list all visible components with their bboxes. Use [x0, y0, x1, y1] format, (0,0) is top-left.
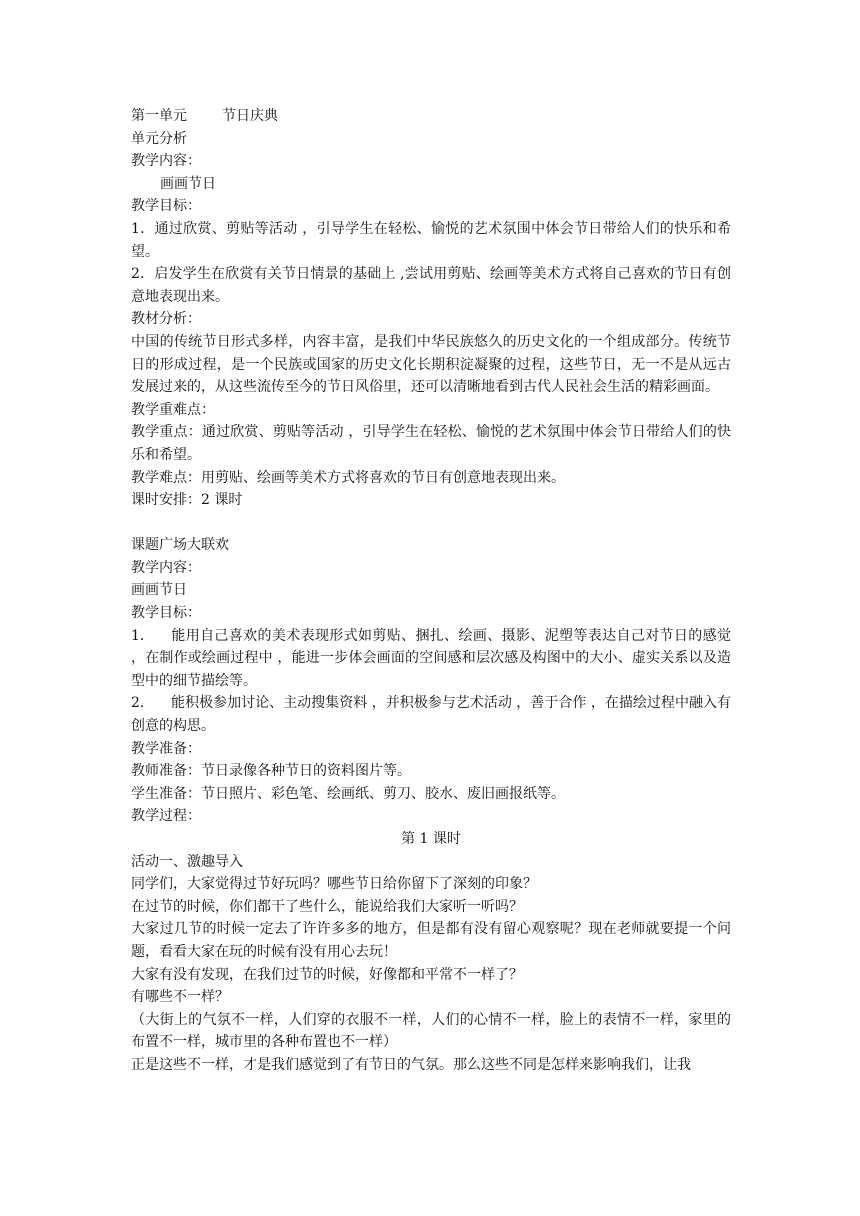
unit-goal-1: 1．通过欣赏、剪贴等活动 ，引导学生在轻松、愉悦的艺术氛围中体会节日带给人们的快乐和希望。	[131, 220, 731, 260]
lesson-content: 画画节日	[131, 582, 187, 599]
keypoints-label: 教学重难点：	[131, 401, 215, 418]
unit-goal-2: 2．启发学生在欣赏有关节日情景的基础上 ,尝试用剪贴、绘画等美术方式将自己喜欢的节日有创意地表现出来。	[131, 266, 731, 305]
process-paragraph: 大家过几节的时候一定去了许许多多的地方，但是都有没有留心观察呢？现在老师就要提一个问题，看看大家在玩的时候有没有用心去玩！	[131, 921, 731, 960]
goal-text: 能用自己喜欢的美术表现形式如剪贴、捆扎、绘画、摄影、泥塑等表达自己对节日的感觉 ，在制作或绘画过程中 ，能进一步体会画面的空间感和层次感及构图中的大小、虚实关系以及造型中的细节描绘等。	[131, 627, 731, 689]
unit-title: 节日庆典	[222, 108, 278, 124]
process-paragraph: 正是这些不一样，才是我们感觉到了有节日的气氛。那么这些不同是怎样来影响我们，让我	[131, 1056, 691, 1073]
student-prep: 学生准备：节日照片、彩色笔、绘画纸、剪刀、胶水、废旧画报纸等。	[131, 785, 565, 802]
process-paragraph: （大街上的气氛不一样，人们穿的衣服不一样，人们的心情不一样，脸上的表情不一样，家里的布置不一样，城市里的各种布置也不一样）	[131, 1011, 731, 1051]
blank-line	[131, 512, 731, 535]
lesson-topic: 课题广场大联欢	[131, 537, 229, 554]
unit-analysis-label: 单元分析	[131, 130, 187, 147]
unit-content: 画画节日	[160, 175, 216, 192]
document-page	[131, 105, 731, 1077]
unit-content-label: 教学内容：	[131, 153, 201, 170]
session-heading: 第 1 课时	[401, 831, 461, 847]
difficulty-text: 教学难点：用剪贴、绘画等美术方式将喜欢的节日有创意地表现出来。	[131, 469, 565, 486]
goal-text: 能积极参加讨论、主动搜集资料 ，并积极参与艺术活动 ，善于合作 ，在描绘过程中融入有创意的构思。	[131, 695, 731, 735]
lesson-goals-label: 教学目标：	[131, 605, 201, 622]
prep-label: 教学准备：	[131, 740, 201, 757]
schedule-text: 课时安排：2 课时	[131, 492, 243, 509]
unit-number: 第一单元	[131, 108, 187, 124]
goal-number: 2．	[131, 695, 154, 712]
goal-number: 1．	[131, 627, 154, 644]
process-paragraph: 有哪些不一样？	[131, 989, 229, 1006]
key-point-text: 教学重点：通过欣赏、剪贴等活动 ，引导学生在轻松、愉悦的艺术氛围中体会节日带给人们的快乐和希望。	[131, 424, 731, 463]
lesson-goal-2	[131, 692, 731, 737]
unit-heading	[131, 105, 731, 128]
activity-heading: 活动一、激趣导入	[131, 853, 243, 870]
lesson-goal-1	[131, 625, 731, 693]
process-label: 教学过程：	[131, 808, 201, 825]
material-label: 教材分析：	[131, 311, 201, 328]
process-paragraph: 在过节的时候，你们都干了些什么，能说给我们大家听一听吗？	[131, 898, 523, 915]
process-paragraph: 大家有没有发现，在我们过节的时候，好像都和平常不一样了？	[131, 966, 523, 983]
teacher-prep: 教师准备：节日录像各种节日的资料图片等。	[131, 763, 411, 780]
process-paragraph: 同学们，大家觉得过节好玩吗？哪些节日给你留下了深刻的印象？	[131, 876, 537, 893]
unit-goals-label: 教学目标：	[131, 198, 201, 215]
lesson-content-label: 教学内容：	[131, 559, 201, 576]
material-text: 中国的传统节日形式多样，内容丰富，是我们中华民族悠久的历史文化的一个组成部分。传统节日的形成过程，是一个民族或国家的历史文化长期积淀凝聚的过程，这些节日，无一不是从远古发展过来的，从这些流传至今的节日风俗里，还可以清晰地看到古代人民社会生活的精彩画面。	[131, 333, 731, 396]
